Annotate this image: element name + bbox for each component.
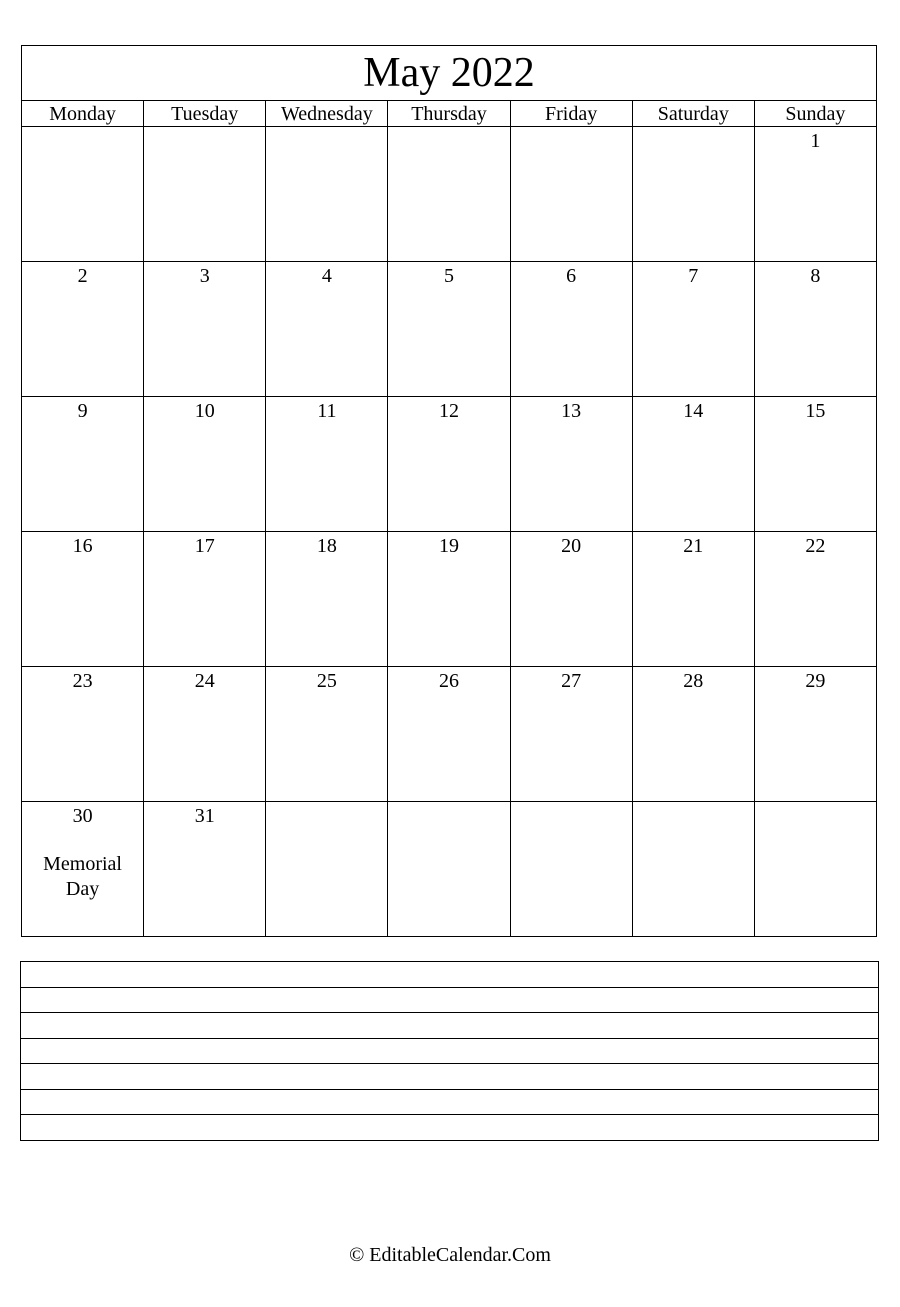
day-number: 28 bbox=[683, 670, 704, 692]
day-number: 21 bbox=[683, 535, 704, 557]
day-cell-10 bbox=[144, 397, 266, 532]
day-cell-23 bbox=[22, 667, 144, 802]
day-cell-12 bbox=[388, 397, 510, 532]
day-number: 27 bbox=[561, 670, 582, 692]
day-number: 4 bbox=[321, 265, 332, 287]
day-number: 7 bbox=[688, 265, 699, 287]
weekday-tuesday: Tuesday bbox=[144, 101, 266, 127]
weekday-monday: Monday bbox=[22, 101, 144, 127]
day-cell-9 bbox=[22, 397, 144, 532]
day-cell-4 bbox=[266, 262, 388, 397]
day-number bbox=[633, 127, 754, 129]
day-cell-14 bbox=[632, 397, 754, 532]
empty-day-cell bbox=[388, 802, 510, 937]
day-number: 24 bbox=[194, 670, 215, 692]
day-cell-15 bbox=[754, 397, 876, 532]
day-number: 31 bbox=[194, 805, 215, 827]
weekday-saturday: Saturday bbox=[632, 101, 754, 127]
day-number: 3 bbox=[199, 265, 210, 287]
week-row bbox=[22, 532, 877, 667]
day-number: 1 bbox=[810, 130, 821, 152]
day-number: 9 bbox=[77, 400, 88, 422]
notes-line[interactable] bbox=[21, 962, 879, 988]
day-cell-19 bbox=[388, 532, 510, 667]
empty-day-cell bbox=[510, 127, 632, 262]
day-cell-17 bbox=[144, 532, 266, 667]
weekday-sunday: Sunday bbox=[754, 101, 876, 127]
day-number: 5 bbox=[443, 265, 454, 287]
day-number bbox=[511, 127, 632, 129]
day-number: 16 bbox=[72, 535, 93, 557]
day-cell-22 bbox=[754, 532, 876, 667]
day-cell-13 bbox=[510, 397, 632, 532]
calendar-grid bbox=[22, 127, 877, 937]
day-cell-26 bbox=[388, 667, 510, 802]
empty-day-cell bbox=[266, 127, 388, 262]
day-cell-7 bbox=[632, 262, 754, 397]
day-number bbox=[266, 802, 387, 804]
notes-line[interactable] bbox=[21, 1089, 879, 1115]
day-number bbox=[388, 127, 509, 129]
empty-day-cell bbox=[510, 802, 632, 937]
holiday-note: Memorial Day bbox=[43, 853, 122, 900]
day-cell-1 bbox=[754, 127, 876, 262]
notes-line[interactable] bbox=[21, 987, 879, 1013]
notes-line[interactable] bbox=[21, 1115, 879, 1141]
footer-copyright: © EditableCalendar.Com bbox=[349, 1244, 551, 1266]
day-cell-31 bbox=[144, 802, 266, 937]
empty-day-cell bbox=[632, 802, 754, 937]
empty-day-cell bbox=[144, 127, 266, 262]
day-number: 6 bbox=[566, 265, 577, 287]
weekday-wednesday: Wednesday bbox=[266, 101, 388, 127]
day-number: 29 bbox=[805, 670, 826, 692]
notes-line[interactable] bbox=[21, 1038, 879, 1064]
day-cell-8 bbox=[754, 262, 876, 397]
day-cell-21 bbox=[632, 532, 754, 667]
day-number: 23 bbox=[72, 670, 93, 692]
day-number: 15 bbox=[805, 400, 826, 422]
day-number: 10 bbox=[194, 400, 215, 422]
day-number bbox=[633, 802, 754, 804]
day-number bbox=[266, 127, 387, 129]
day-number: 12 bbox=[438, 400, 459, 422]
day-cell-29 bbox=[754, 667, 876, 802]
day-number bbox=[511, 802, 632, 804]
day-cell-25 bbox=[266, 667, 388, 802]
day-number: 26 bbox=[438, 670, 459, 692]
weekday-thursday: Thursday bbox=[388, 101, 510, 127]
day-number: 19 bbox=[438, 535, 459, 557]
day-number: 13 bbox=[561, 400, 582, 422]
week-row bbox=[22, 802, 877, 937]
empty-day-cell bbox=[266, 802, 388, 937]
day-number bbox=[755, 802, 876, 804]
day-number: 2 bbox=[77, 265, 88, 287]
empty-day-cell bbox=[388, 127, 510, 262]
day-number: 30 bbox=[72, 805, 93, 827]
week-row bbox=[22, 262, 877, 397]
day-number: 17 bbox=[194, 535, 215, 557]
empty-day-cell bbox=[22, 127, 144, 262]
day-cell-18 bbox=[266, 532, 388, 667]
day-number: 18 bbox=[316, 535, 337, 557]
day-cell-24 bbox=[144, 667, 266, 802]
calendar-title: May 2022 bbox=[22, 46, 877, 101]
day-number: 25 bbox=[316, 670, 337, 692]
day-cell-27 bbox=[510, 667, 632, 802]
day-cell-2 bbox=[22, 262, 144, 397]
calendar-table bbox=[21, 45, 877, 937]
day-number: 22 bbox=[805, 535, 826, 557]
day-cell-30 bbox=[22, 802, 144, 937]
week-row bbox=[22, 667, 877, 802]
weekday-friday: Friday bbox=[510, 101, 632, 127]
week-row bbox=[22, 397, 877, 532]
day-cell-28 bbox=[632, 667, 754, 802]
day-number bbox=[144, 127, 265, 129]
day-number: 20 bbox=[561, 535, 582, 557]
day-cell-5 bbox=[388, 262, 510, 397]
day-number: 11 bbox=[317, 400, 337, 422]
empty-day-cell bbox=[632, 127, 754, 262]
empty-day-cell bbox=[754, 802, 876, 937]
day-cell-11 bbox=[266, 397, 388, 532]
notes-line[interactable] bbox=[21, 1064, 879, 1090]
day-number bbox=[388, 802, 509, 804]
day-cell-16 bbox=[22, 532, 144, 667]
day-number: 8 bbox=[810, 265, 821, 287]
day-number: 14 bbox=[683, 400, 704, 422]
day-cell-6 bbox=[510, 262, 632, 397]
week-row bbox=[22, 127, 877, 262]
day-cell-20 bbox=[510, 532, 632, 667]
day-number bbox=[22, 127, 143, 129]
weekday-header-row bbox=[22, 101, 877, 127]
notes-lines bbox=[20, 961, 879, 1141]
day-cell-3 bbox=[144, 262, 266, 397]
notes-line[interactable] bbox=[21, 1013, 879, 1039]
